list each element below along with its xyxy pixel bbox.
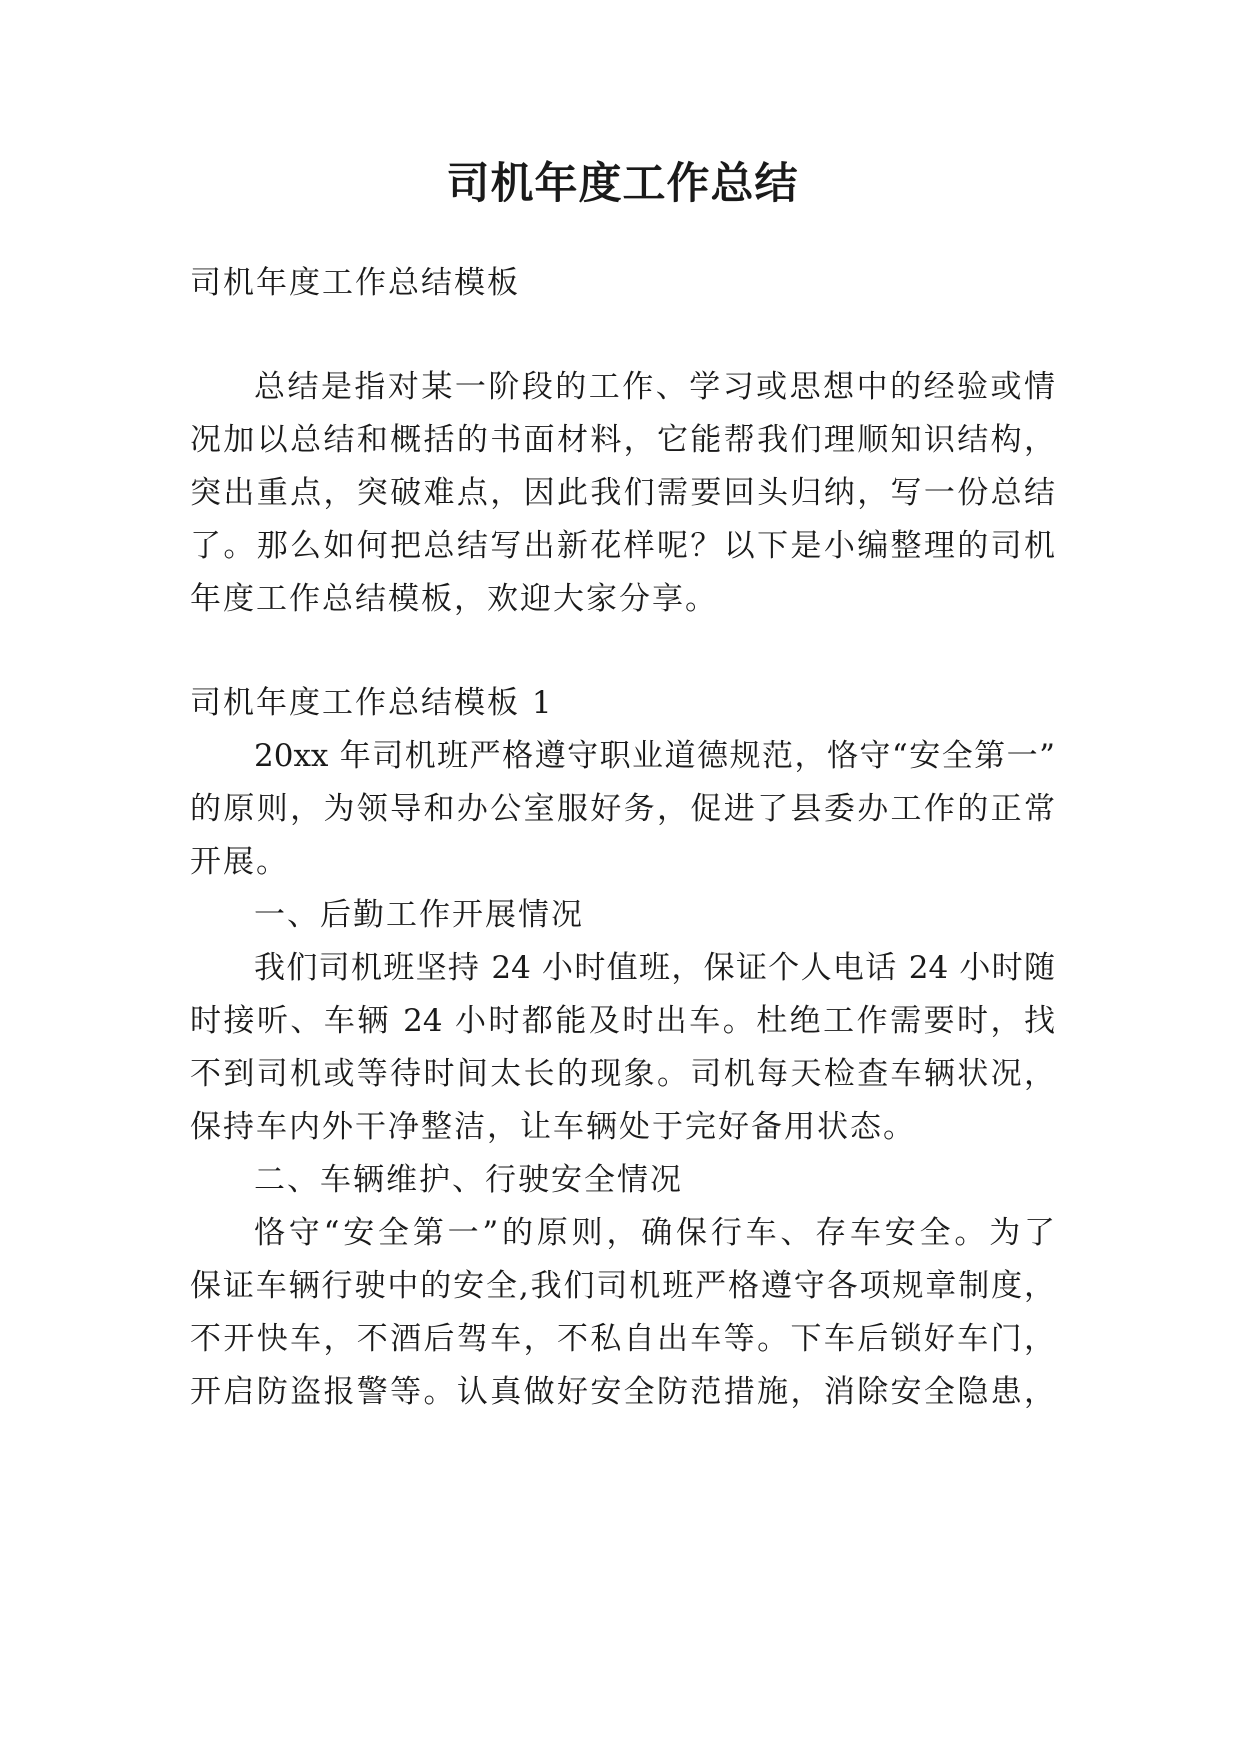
- para2-line-3: 不到司机或等待时间太长的现象。司机每天检查车辆状况，: [190, 1056, 1055, 1092]
- heading-1: 一、后勤工作开展情况: [254, 897, 584, 933]
- para1-line-3: 开展。: [190, 844, 289, 880]
- document-subtitle: 司机年度工作总结模板: [190, 265, 520, 301]
- document-title: 司机年度工作总结: [446, 159, 799, 209]
- para3-line-4: 开启防盗报警等。认真做好安全防范措施，消除安全隐患，: [190, 1374, 1055, 1410]
- section-title: 司机年度工作总结模板 1: [190, 685, 554, 721]
- para1-line-2: 的原则，为领导和办公室服好务，促进了县委办工作的正常: [190, 791, 1055, 827]
- heading-2: 二、车辆维护、行驶安全情况: [254, 1162, 683, 1198]
- intro-line-2: 况加以总结和概括的书面材料，它能帮我们理顺知识结构，: [190, 422, 1055, 458]
- intro-line-4: 了。那么如何把总结写出新花样呢？以下是小编整理的司机: [190, 528, 1055, 564]
- para3-line-3: 不开快车，不酒后驾车，不私自出车等。下车后锁好车门，: [190, 1321, 1055, 1357]
- intro-line-1: 总结是指对某一阶段的工作、学习或思想中的经验或情: [254, 369, 1055, 405]
- para2-line-2: 时接听、车辆 24 小时都能及时出车。杜绝工作需要时，找: [190, 1003, 1055, 1039]
- para1-line-1: 20xx 年司机班严格遵守职业道德规范，恪守“安全第一”: [254, 738, 1055, 774]
- intro-line-5: 年度工作总结模板，欢迎大家分享。: [190, 581, 718, 617]
- para3-line-1: 恪守“安全第一”的原则，确保行车、存车安全。为了: [254, 1215, 1055, 1251]
- intro-line-3: 突出重点，突破难点，因此我们需要回头归纳，写一份总结: [190, 475, 1055, 511]
- para2-line-4: 保持车内外干净整洁，让车辆处于完好备用状态。: [190, 1109, 916, 1145]
- para3-line-2: 保证车辆行驶中的安全,我们司机班严格遵守各项规章制度，: [190, 1268, 1055, 1304]
- para2-line-1: 我们司机班坚持 24 小时值班，保证个人电话 24 小时随: [254, 950, 1055, 986]
